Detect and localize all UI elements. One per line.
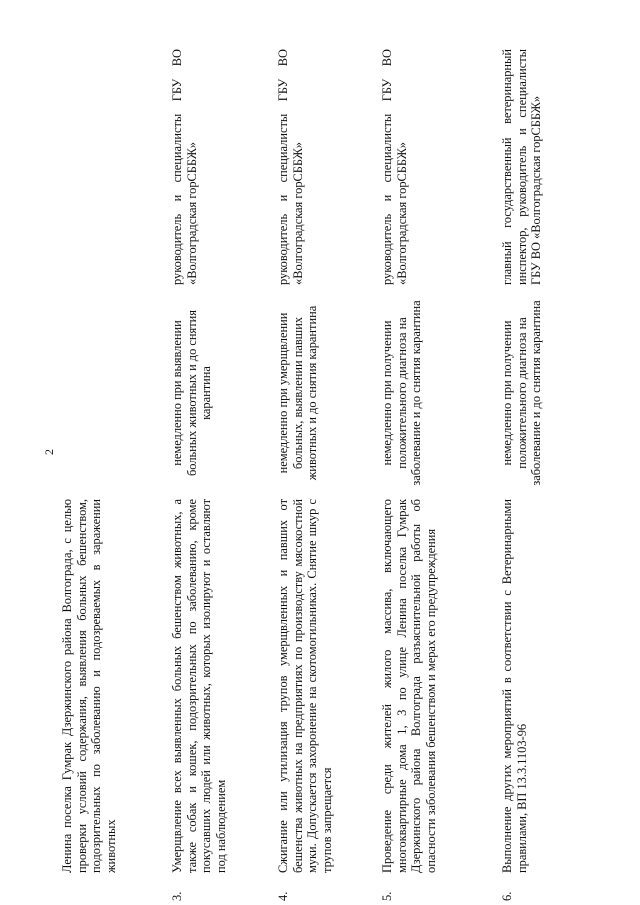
row-description: Умерщвление всех выявленных больных бешенством животных, а также собак и кошек, подозрительных по заболеванию, кроме покусавших людей или животных, которых изолируют и оставляют под наблюдением (170, 499, 228, 873)
row-term: немедленно при получении положительного диагноза на заболевание и до снятия карантина (380, 300, 423, 486)
row-responsible: руководитель и специалисты ГБУ ВО «Волгоградская горСББЖ» (276, 49, 305, 285)
row-responsible: руководитель и специалисты ГБУ ВО «Волгоградская горСББЖ» (170, 49, 199, 285)
row-description: Сжигание или утилизация трупов умерщвленных и павших от бешенства животных на предприятиях по производству мясокостной муки. Допускается захоронение на скотомогильниках. Снятие шкур с трупов запрещается (276, 499, 334, 873)
row-number: 3. (170, 891, 184, 901)
row-responsible: руководитель и специалисты ГБУ ВО «Волгоградская горСББЖ» (380, 49, 409, 285)
page-number: 2 (42, 449, 56, 455)
row-responsible: главный государственный ветеринарный инспектор, руководитель и специалисты ГБУ ВО «Волгоградская горСББЖ» (500, 49, 543, 285)
row-term: немедленно при выявлении больных животных и до снятия карантина (170, 310, 213, 476)
row-number: 5. (380, 891, 394, 901)
row-term: немедленно при умерщвлении больных, выявлении павших животных и до снятия карантина (276, 305, 319, 481)
row-description: Выполнение других мероприятий в соответствии с Ветеринарными правилами, ВП 13.3.1103-96 (500, 499, 529, 873)
row-term: немедленно при получении положительного диагноза на заболевание и до снятия карантина (500, 300, 543, 486)
row-number: 6. (500, 891, 514, 901)
row-description: Проведение среди жителей жилого массива, включающего многоквартирные дома 1, 3 по улице Ленина поселка Гумрак Дзержинского района Волгограда разъяснительной работы об опасности заболевания бешенством и мерах его предупреждения (380, 499, 438, 873)
row-description: Ленина поселка Гумрак Дзержинского района Волгограда, с целью проверки условий содержания, выявления больных бешенством, подозрительных по заболеванию и подозреваемых в заражении животных (60, 499, 118, 873)
row-number: 4. (276, 891, 290, 901)
